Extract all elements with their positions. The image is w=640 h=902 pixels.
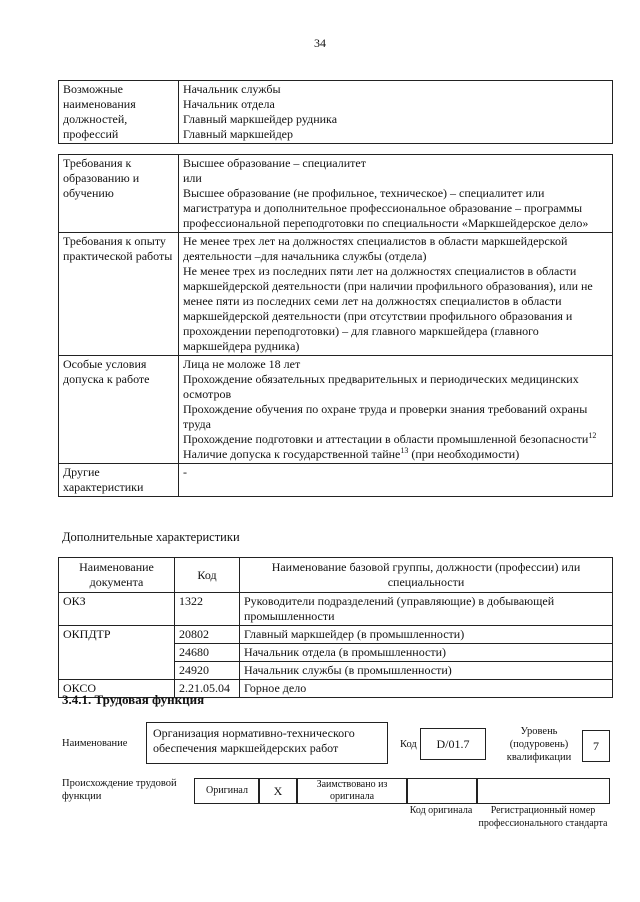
education-row xyxy=(59,155,613,233)
page-number: 34 xyxy=(314,36,326,50)
other-row xyxy=(59,464,613,497)
condition-value: Прохождение обязательных предварительных и периодических медицинских осмотров xyxy=(183,372,579,401)
level-label: Уровень (подуровень) квалификации xyxy=(506,726,572,763)
borrowed-label: Заимствовано из оригинала xyxy=(296,778,408,804)
table-header xyxy=(59,558,613,593)
other-label: Другие характеристики xyxy=(59,464,179,497)
code-value: D/01.7 xyxy=(420,728,486,760)
position-item: Главный маркшейдер рудника xyxy=(183,112,338,126)
additional-table xyxy=(58,557,613,698)
condition-value: Лица не моложе 18 лет xyxy=(183,357,301,371)
positions-values xyxy=(179,81,613,144)
function-name-value: Организация нормативно-технического обеспечения маркшейдерских работ xyxy=(153,726,355,755)
level-value: 7 xyxy=(582,730,610,762)
table-row: 24680 Начальник отдела (в промышленности) xyxy=(59,644,613,662)
function-name-box xyxy=(146,722,388,764)
header-name: Наименование базовой группы, должности (профессии) или специальности xyxy=(240,558,613,593)
code-label: Код xyxy=(400,739,417,750)
original-mark: X xyxy=(258,778,298,804)
header-code: Код xyxy=(175,558,240,593)
additional-title: Дополнительные характеристики xyxy=(62,530,240,544)
special-conditions-row xyxy=(59,356,613,464)
condition-value: Прохождение подготовки и аттестации в области промышленной безопасности$^{12}$ xyxy=(183,431,597,446)
condition-value: Прохождение обучения по охране труда и проверки знания требований охраны труда xyxy=(183,402,588,431)
reg-number-cell xyxy=(476,778,610,804)
original-label: Оригинал xyxy=(194,778,260,804)
position-item: Начальник отдела xyxy=(183,97,275,111)
footnote-12: 12 xyxy=(588,431,597,440)
table-row: ОКЗ 1322 Руководители подразделений (управляющие) в добывающей промышленности xyxy=(59,593,613,626)
education-label: Требования к образованию и обучению xyxy=(59,155,179,233)
table-row: 24920 Начальник службы (в промышленности) xyxy=(59,662,613,680)
position-item: Начальник службы xyxy=(183,82,281,96)
experience-value: Не менее трех из последних пяти лет на должностях специалистов в области маркшейдерской деятельности (при наличии профильного образования), или не менее пяти из последних семи лет на должностях специалистов в области маркшейдерской деятельности (при отсутствии профильного образования и прохождении переподготовки) – для главного маркшейдера (главного маркшейдера рудника) xyxy=(183,264,593,353)
special-conditions-label: Особые условия допуска к работе xyxy=(59,356,179,464)
positions-label: Возможные наименования должностей, профессий xyxy=(59,81,179,144)
function-heading: 3.4.1. Трудовая функция xyxy=(62,692,205,707)
origin-label: Происхождение трудовой функции xyxy=(62,778,177,802)
original-code-cell xyxy=(406,778,478,804)
education-value: Высшее образование – специалитет xyxy=(183,156,366,170)
positions-table xyxy=(58,80,613,144)
experience-value: Не менее трех лет на должностях специалистов в области маркшейдерской деятельности –для начальника службы (отдела) xyxy=(183,234,568,263)
code-original-label: Код оригинала xyxy=(409,805,473,816)
table-row: ОКСО 2.21.05.04 Горное дело xyxy=(59,680,613,698)
header-document: Наименование документа xyxy=(59,558,175,593)
condition-value: Наличие допуска к государственной тайне$^{13}$ (при необходимости) xyxy=(183,446,520,461)
requirements-table xyxy=(58,154,613,497)
name-label: Наименование xyxy=(62,738,128,749)
education-value: или xyxy=(183,171,202,185)
experience-label: Требования к опыту практической работы xyxy=(59,233,179,356)
reg-number-label: Регистрационный номер профессионального стандарта xyxy=(478,805,608,829)
other-value: - xyxy=(179,464,613,497)
position-item: Главный маркшейдер xyxy=(183,127,294,141)
education-value: Высшее образование (не профильное, техническое) – специалитет или магистратура и дополнительное профессиональное образование – программы профессиональной переподготовки по специальности «Маркшейдерское дело» xyxy=(183,186,589,230)
table-row: ОКПДТР 20802 Главный маркшейдер (в промышленности) xyxy=(59,626,613,644)
footnote-13: 13 xyxy=(400,446,409,455)
experience-row xyxy=(59,233,613,356)
